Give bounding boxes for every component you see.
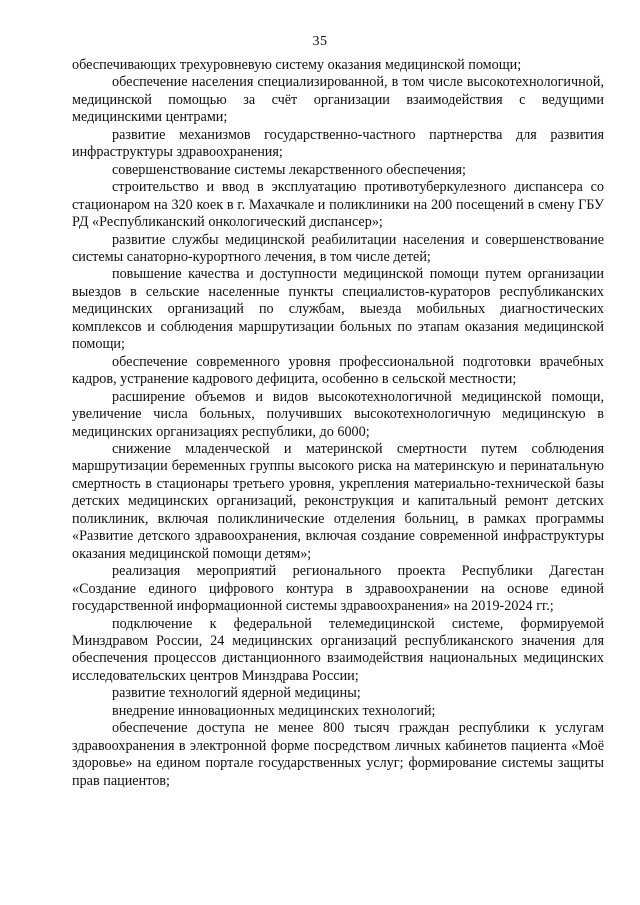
page-number: 35 — [312, 34, 328, 49]
paragraph: обеспечивающих трехуровневую систему оказания медицинской помощи; — [72, 57, 522, 73]
paragraph: обеспечение населения специализированной, в том числе высокотехнологичной, медицинской помощью за счёт организации взаимодействия с ведущими медицинскими центрами; — [72, 74, 604, 126]
paragraph: развитие службы медицинской реабилитации населения и совершенствование системы санаторно-курортного лечения, в том числе детей; — [72, 231, 604, 265]
paragraph: обеспечение современного уровня профессиональной подготовки врачебных кадров, устранение кадрового дефицита, особенно в сельской местности; — [72, 353, 604, 388]
paragraph: реализация мероприятий регионального проекта Республики Дагестан «Создание единого цифрового контура в здравоохранении на основе единой государственной информационной системы здравоохранения» на 2019-2024 гг.; — [72, 563, 604, 615]
paragraph: совершенствование системы лекарственного обеспечения; — [112, 161, 466, 178]
paragraph: внедрение инновационных медицинских технологий; — [112, 702, 436, 719]
paragraph: развитие технологий ядерной медицины; — [112, 685, 361, 702]
paragraph: развитие механизмов государственно-частного партнерства для развития инфраструктуры здравоохранения; — [72, 126, 604, 161]
paragraph: расширение объемов и видов высокотехнологичной медицинской помощи, увеличение числа больных, получивших высокотехнологичную медицинскую в медицинских организациях республики, до 6000; — [72, 388, 604, 440]
paragraph: подключение к федеральной телемедицинской системе, формируемой Минздравом России, 24 медицинских организаций республиканского значения для обеспечения процессов дистанционного взаимодействия национальных медицинских исследовательских центров Минздрава России; — [72, 615, 604, 684]
body-text — [72, 57, 604, 790]
paragraph: строительство и ввод в эксплуатацию противотуберкулезного диспансера со стационаром на 320 коек в г. Махачкале и поликлиники на 200 посещений в смену ГБУ РД «Республиканский онкологический диспансер»; — [72, 179, 604, 231]
paragraph: снижение младенческой и материнской смертности путем соблюдения маршрутизации беременных группы высокого риска на материнскую и перинатальную смертность в стационары третьего уровня, укрепления материально-технической базы детских медицинских организаций, реконструкция и капитальный ремонт детских поликлиник, включая поликлинические отделения больниц, в рамках программы «Развитие детского здравоохранения, включая создание современной инфраструктуры оказания медицинской помощи детям»; — [72, 440, 604, 562]
paragraph: повышение качества и доступности медицинской помощи путем организации выездов в сельские населенные пункты специалистов-кураторов республиканских медицинских организаций по службам, выезда мобильных диагностических комплексов и соблюдения маршрутизации больных по этапам оказания медицинской помощи; — [72, 266, 604, 353]
paragraph: обеспечение доступа не менее 800 тысяч граждан республики к услугам здравоохранения в электронной форме посредством личных кабинетов пациента «Моё здоровье» на едином портале государственных услуг; формирование системы защиты прав пациентов; — [72, 720, 604, 789]
